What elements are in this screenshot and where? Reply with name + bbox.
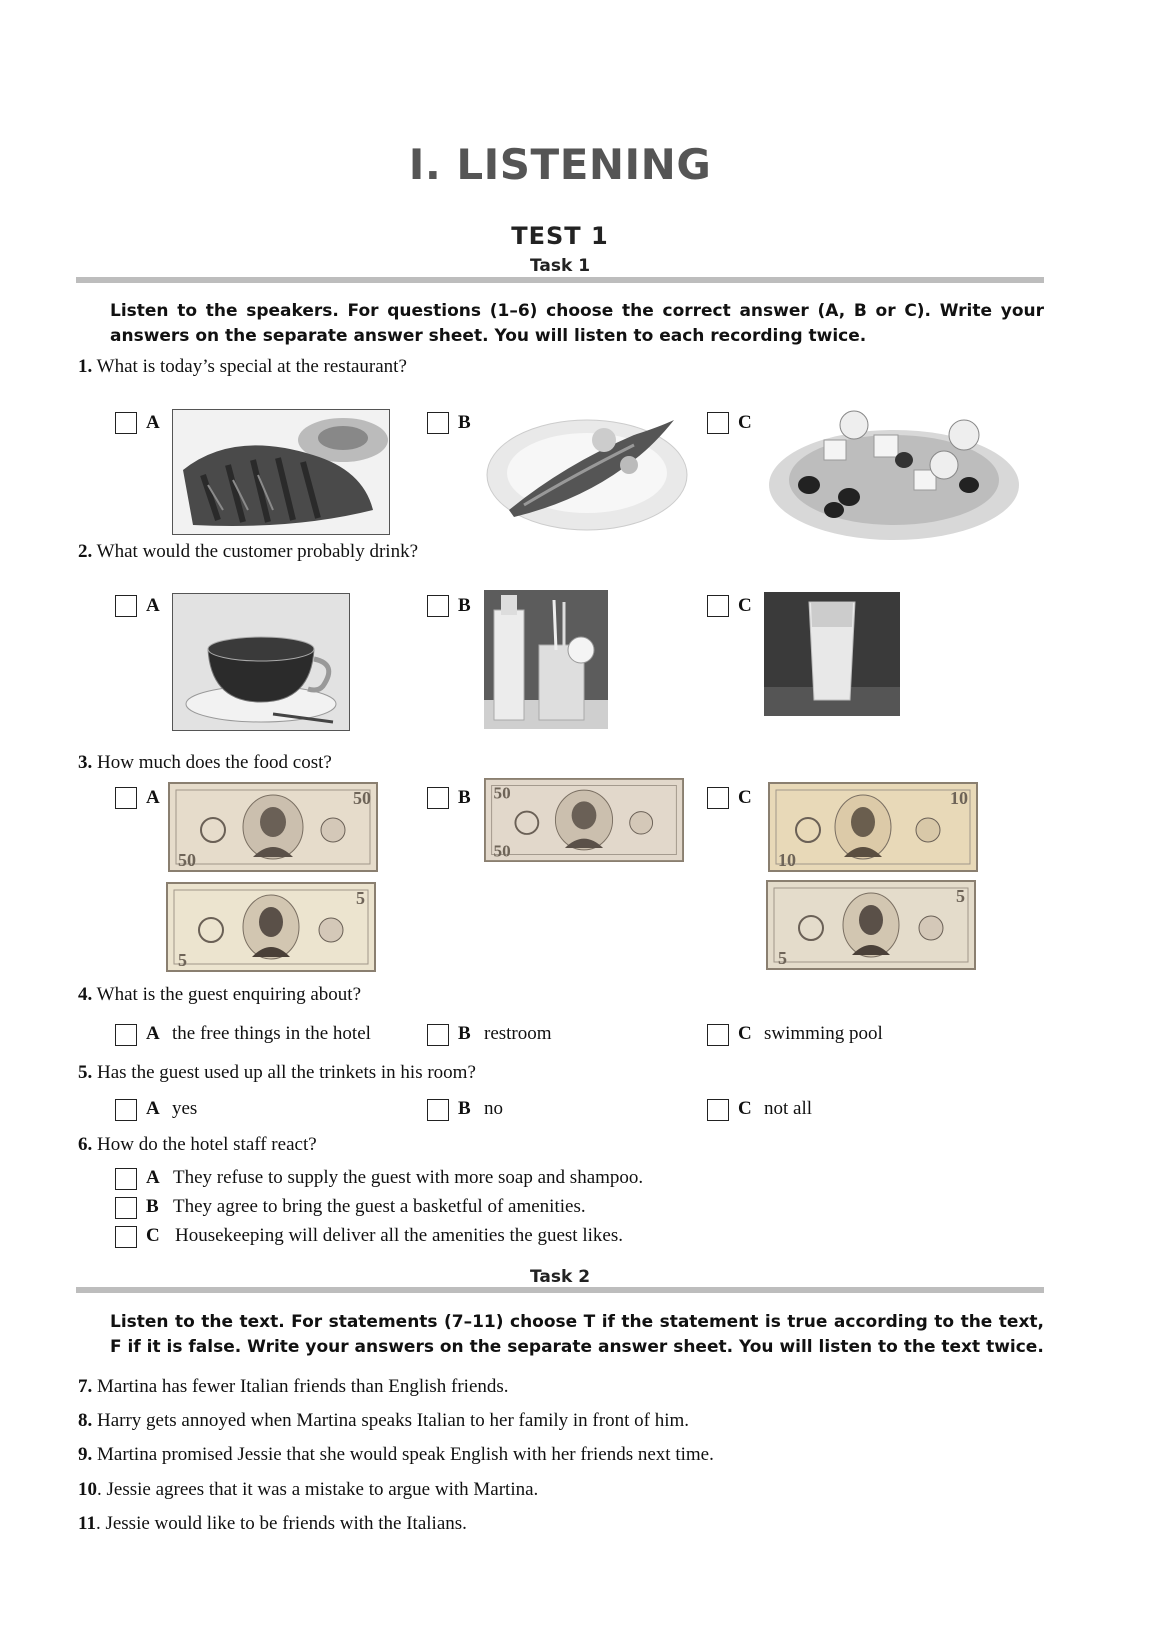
bill-denomination: 5 bbox=[956, 886, 965, 906]
steak-image bbox=[172, 409, 390, 535]
checkbox-q2-b[interactable] bbox=[427, 595, 449, 617]
option-text: They refuse to supply the guest with more soap and shampoo. bbox=[173, 1167, 644, 1188]
checkbox-q6-c[interactable] bbox=[115, 1226, 137, 1248]
question-number: 5. bbox=[78, 1062, 93, 1083]
five-dollar-bill bbox=[766, 880, 976, 970]
checkbox-q3-c[interactable] bbox=[707, 787, 729, 809]
tea-cup-image bbox=[172, 593, 350, 731]
bill-denomination: 5 bbox=[178, 950, 187, 970]
statement-7 bbox=[78, 1376, 509, 1398]
bill-denomination: 50 bbox=[353, 788, 371, 808]
option-letter: A bbox=[146, 1023, 160, 1044]
question-text: Has the guest used up all the trinkets in his room? bbox=[97, 1062, 476, 1083]
statement-text: Martina has fewer Italian friends than English friends. bbox=[97, 1376, 509, 1397]
fifty-dollar-bill bbox=[168, 782, 378, 872]
bill-denomination: 5 bbox=[356, 888, 365, 908]
divider bbox=[76, 277, 1044, 283]
option-letter: C bbox=[738, 1098, 752, 1119]
statement-number: 7. bbox=[78, 1376, 93, 1397]
statement-number: 9. bbox=[78, 1444, 93, 1465]
fish-image bbox=[484, 405, 690, 533]
question-text: How do the hotel staff react? bbox=[97, 1134, 317, 1155]
question-number: 3. bbox=[78, 752, 93, 773]
milk-glass-image bbox=[764, 592, 900, 716]
option-letter: C bbox=[146, 1225, 160, 1246]
option-text: swimming pool bbox=[764, 1023, 883, 1044]
statement-text: . Jessie agrees that it was a mistake to argue with Martina. bbox=[97, 1479, 539, 1500]
statement-10 bbox=[78, 1479, 538, 1501]
task-2-instructions: Listen to the text. For statements (7–11) choose T if the statement is true according to the text, F if it is false. Write your answers on the separate answer sheet. You will listen to the text twice. bbox=[110, 1312, 1044, 1357]
statement-text: Harry gets annoyed when Martina speaks Italian to her family in front of him. bbox=[97, 1410, 689, 1431]
option-text: the free things in the hotel bbox=[172, 1023, 371, 1044]
checkbox-q1-b[interactable] bbox=[427, 412, 449, 434]
option-letter: B bbox=[458, 1098, 471, 1119]
question-number: 1. bbox=[78, 356, 93, 377]
task-1-instructions: Listen to the speakers. For questions (1–6) choose the correct answer (A, B or C). Write your answers on the separate answer sheet. You will listen to each recording twice. bbox=[110, 301, 1044, 346]
statement-number: 8. bbox=[78, 1410, 93, 1431]
option-letter: B bbox=[458, 412, 471, 433]
option-letter: B bbox=[458, 787, 471, 808]
statement-number: 10 bbox=[78, 1479, 97, 1500]
question-1 bbox=[78, 356, 407, 378]
statement-text: . Jessie would like to be friends with the Italians. bbox=[95, 1513, 467, 1534]
milk-bottle-lemonade-image bbox=[484, 590, 608, 729]
question-5 bbox=[78, 1062, 476, 1084]
option-letter: C bbox=[738, 412, 752, 433]
bill-denomination: 10 bbox=[950, 788, 968, 808]
checkbox-q4-b[interactable] bbox=[427, 1024, 449, 1046]
bill-denomination: 50 bbox=[178, 850, 196, 870]
option-letter: A bbox=[146, 595, 160, 616]
option-letter: C bbox=[738, 787, 752, 808]
option-letter: B bbox=[458, 1023, 471, 1044]
question-number: 2. bbox=[78, 541, 93, 562]
question-text: What is today’s special at the restaurant? bbox=[96, 356, 407, 377]
fifty-dollar-bill bbox=[484, 778, 684, 862]
option-text: Housekeeping will deliver all the amenities the guest likes. bbox=[175, 1225, 623, 1246]
checkbox-q3-b[interactable] bbox=[427, 787, 449, 809]
question-text: How much does the food cost? bbox=[97, 752, 332, 773]
option-letter: A bbox=[146, 1098, 160, 1119]
bill-denomination: 10 bbox=[778, 850, 796, 870]
statement-8 bbox=[78, 1410, 689, 1432]
question-2 bbox=[78, 541, 418, 563]
question-4 bbox=[78, 984, 361, 1006]
option-text: no bbox=[484, 1098, 503, 1119]
checkbox-q3-a[interactable] bbox=[115, 787, 137, 809]
checkbox-q1-c[interactable] bbox=[707, 412, 729, 434]
checkbox-q2-a[interactable] bbox=[115, 595, 137, 617]
option-text: yes bbox=[172, 1098, 198, 1119]
statement-text: Martina promised Jessie that she would speak English with her friends next time. bbox=[97, 1444, 714, 1465]
task-2-heading: Task 2 bbox=[529, 1267, 591, 1287]
ten-dollar-bill bbox=[768, 782, 978, 872]
option-letter: B bbox=[146, 1196, 159, 1217]
bill-denomination: 50 bbox=[493, 783, 511, 803]
option-letter: A bbox=[146, 787, 160, 808]
checkbox-q6-a[interactable] bbox=[115, 1168, 137, 1190]
checkbox-q6-b[interactable] bbox=[115, 1197, 137, 1219]
statement-9 bbox=[78, 1444, 714, 1466]
option-text: not all bbox=[764, 1098, 813, 1119]
statement-11 bbox=[78, 1513, 467, 1535]
bill-denomination: 5 bbox=[778, 948, 787, 968]
checkbox-q4-c[interactable] bbox=[707, 1024, 729, 1046]
question-number: 6. bbox=[78, 1134, 93, 1155]
question-number: 4. bbox=[78, 984, 93, 1005]
option-letter: A bbox=[146, 412, 160, 433]
test-heading: TEST 1 bbox=[511, 222, 609, 250]
option-text: restroom bbox=[484, 1023, 552, 1044]
salad-image bbox=[764, 405, 1024, 545]
checkbox-q5-b[interactable] bbox=[427, 1099, 449, 1121]
checkbox-q4-a[interactable] bbox=[115, 1024, 137, 1046]
checkbox-q5-a[interactable] bbox=[115, 1099, 137, 1121]
option-letter: B bbox=[458, 595, 471, 616]
question-text: What is the guest enquiring about? bbox=[96, 984, 362, 1005]
checkbox-q1-a[interactable] bbox=[115, 412, 137, 434]
question-3 bbox=[78, 752, 332, 774]
checkbox-q5-c[interactable] bbox=[707, 1099, 729, 1121]
option-letter: A bbox=[146, 1167, 160, 1188]
option-letter: C bbox=[738, 1023, 752, 1044]
option-text: They agree to bring the guest a basketful of amenities. bbox=[173, 1196, 586, 1217]
bill-denomination: 50 bbox=[493, 841, 511, 861]
divider bbox=[76, 1287, 1044, 1293]
question-6 bbox=[78, 1134, 317, 1156]
five-dollar-bill bbox=[166, 882, 376, 972]
statement-number: 11 bbox=[78, 1513, 96, 1534]
checkbox-q2-c[interactable] bbox=[707, 595, 729, 617]
option-letter: C bbox=[738, 595, 752, 616]
page-title: I. LISTENING bbox=[408, 140, 712, 189]
task-1-heading: Task 1 bbox=[529, 256, 591, 276]
question-text: What would the customer probably drink? bbox=[96, 541, 419, 562]
